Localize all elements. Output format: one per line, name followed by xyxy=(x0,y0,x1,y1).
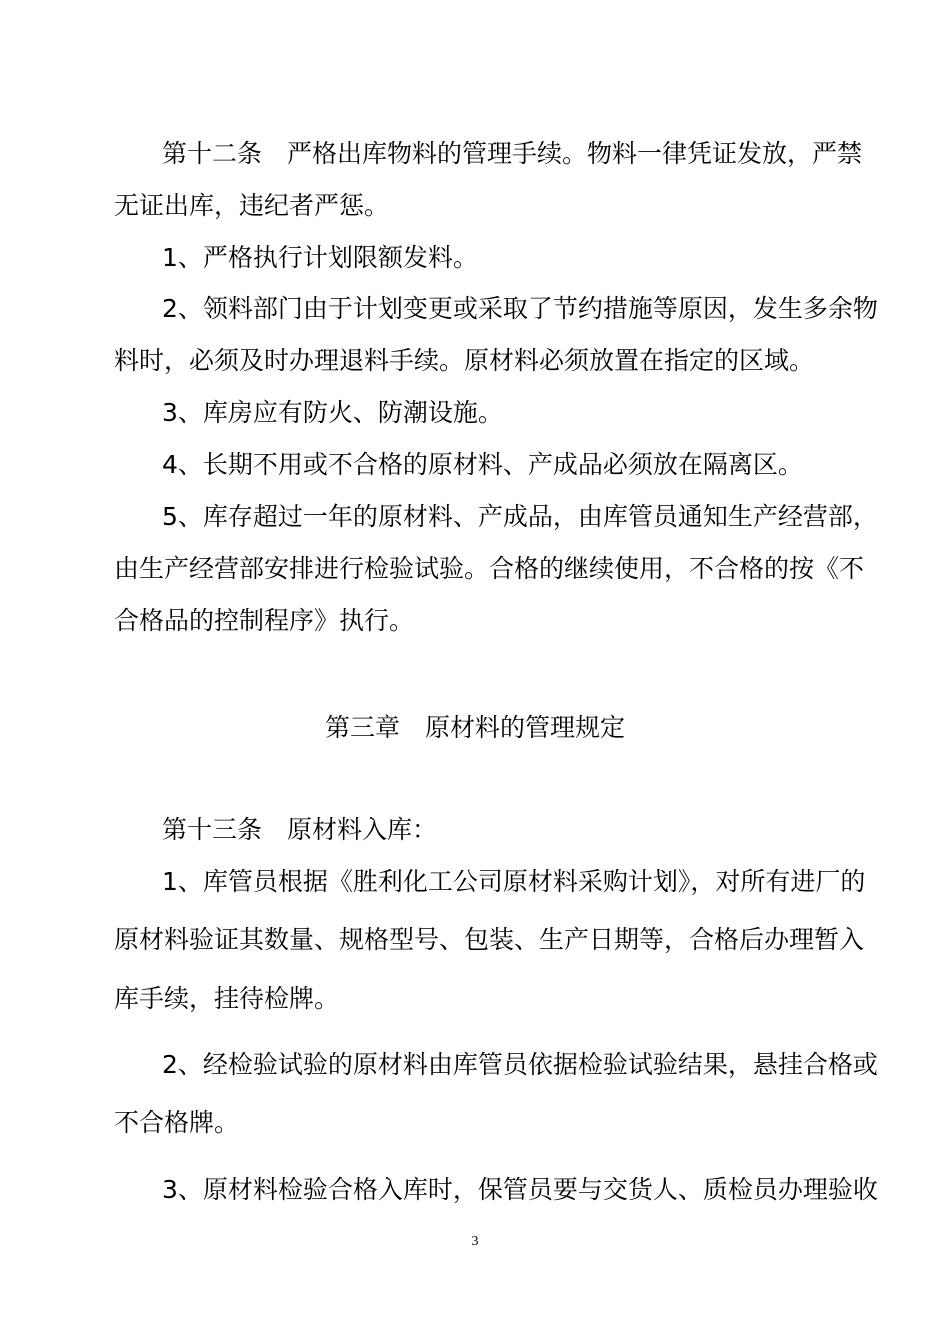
article-12-item-2-line-2: 料时，必须及时办理退料手续。原材料必须放置在指定的区域。 xyxy=(114,346,815,375)
article-12-item-3: 3、库房应有防火、防潮设施。 xyxy=(162,398,503,427)
article-13-item-3-line-1: 3、原材料检验合格入库时，保管员要与交货人、质检员办理验收 xyxy=(162,1175,878,1204)
article-13-item-2-line-1: 2、经检验试验的原材料由库管员依据检验试验结果，悬挂合格或 xyxy=(162,1050,878,1079)
article-13-item-1-line-2: 原材料验证其数量、规格型号、包装、生产日期等，合格后办理暂入 xyxy=(114,925,865,954)
article-12-item-5-line-3: 合格品的控制程序》执行。 xyxy=(114,606,415,635)
article-13-item-1-line-3: 库手续，挂待检牌。 xyxy=(114,984,340,1013)
article-12-item-4: 4、长期不用或不合格的原材料、产成品必须放在隔离区。 xyxy=(162,450,803,479)
article-13-title: 第十三条 原材料入库： xyxy=(162,815,438,844)
page-number: 3 xyxy=(471,1234,479,1249)
article-12-item-5-line-2: 由生产经营部安排进行检验试验。合格的继续使用，不合格的按《不 xyxy=(114,554,865,583)
article-12-line-1: 第十二条 严格出库物料的管理手续。物料一律凭证发放，严禁 xyxy=(162,139,863,168)
article-12-item-5-line-1: 5、库存超过一年的原材料、产成品，由库管员通知生产经营部， xyxy=(162,502,878,531)
article-13-item-2-line-2: 不合格牌。 xyxy=(114,1108,240,1137)
article-13-item-1-line-1: 1、库管员根据《胜利化工公司原材料采购计划》，对所有进厂的 xyxy=(162,867,866,896)
article-12-line-2: 无证出库，违纪者严惩。 xyxy=(114,191,390,220)
chapter-heading: 第三章 原材料的管理规定 xyxy=(324,713,625,742)
article-12-item-2-line-1: 2、领料部门由于计划变更或采取了节约措施等原因，发生多余物 xyxy=(162,294,878,323)
article-12-item-1: 1、严格执行计划限额发料。 xyxy=(162,243,478,272)
